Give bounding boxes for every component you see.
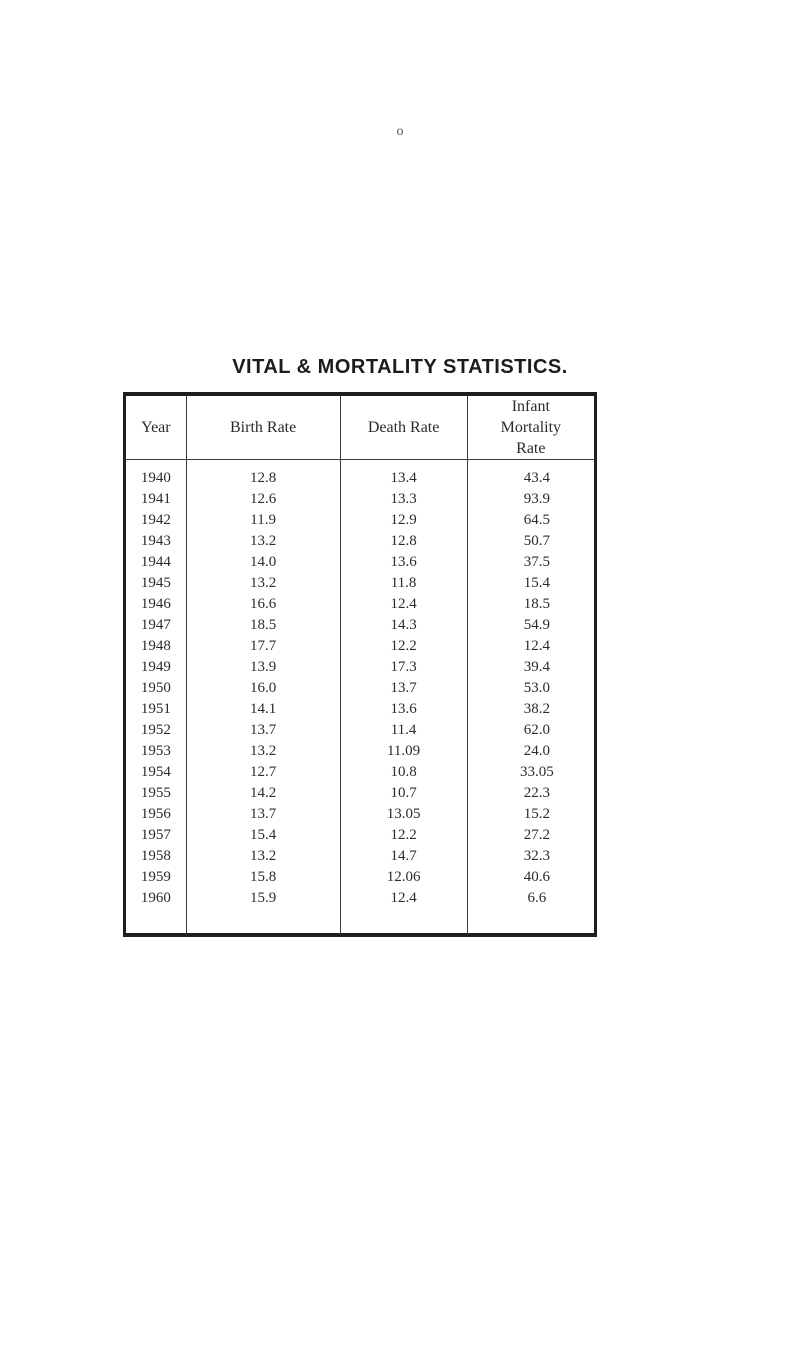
birth-rate-cell: 12.8: [186, 460, 340, 490]
birth-rate-cell: 18.5: [186, 615, 340, 636]
infant-mortality-cell: 27.2: [523, 827, 550, 843]
infant-mortality-cell: 40.6: [523, 869, 550, 885]
death-rate-cell: 11.4: [340, 720, 467, 741]
death-rate-cell: 12.9: [340, 510, 467, 531]
infant-mortality-cell: 22.3: [523, 785, 550, 801]
header-infant-line-2: Mortality: [500, 419, 562, 436]
table-row: [125, 888, 596, 935]
table-row: [125, 762, 596, 783]
death-rate-cell: 12.4: [340, 888, 467, 935]
infant-mortality-cell: 33.05: [519, 764, 554, 780]
table-row: [125, 573, 596, 594]
table-row: [125, 460, 596, 490]
infant-mortality-cell: 93.9: [523, 491, 550, 507]
year-cell: 1958: [125, 846, 187, 867]
birth-rate-cell: 13.7: [186, 720, 340, 741]
birth-rate-cell: 13.9: [186, 657, 340, 678]
death-rate-cell: 12.8: [340, 531, 467, 552]
header-infant-line-1: Infant: [511, 398, 550, 415]
page-mark: o: [396, 124, 404, 138]
birth-rate-cell: 16.0: [186, 678, 340, 699]
table-row: [125, 510, 596, 531]
infant-mortality-cell: 54.9: [523, 617, 550, 633]
death-rate-cell: 12.2: [340, 825, 467, 846]
birth-rate-cell: 11.9: [186, 510, 340, 531]
table-row: [125, 531, 596, 552]
table-row: [125, 636, 596, 657]
table-row: [125, 657, 596, 678]
table-row: [125, 867, 596, 888]
infant-mortality-cell: 64.5: [523, 512, 550, 528]
year-cell: 1959: [125, 867, 187, 888]
table-row: [125, 741, 596, 762]
death-rate-cell: 14.3: [340, 615, 467, 636]
death-rate-cell: 13.6: [340, 699, 467, 720]
death-rate-cell: 12.2: [340, 636, 467, 657]
birth-rate-cell: 12.6: [186, 489, 340, 510]
death-rate-cell: 12.4: [340, 594, 467, 615]
vital-statistics-table: [123, 392, 597, 937]
year-cell: 1947: [125, 615, 187, 636]
table-row: [125, 489, 596, 510]
birth-rate-cell: 13.7: [186, 804, 340, 825]
birth-rate-cell: 15.8: [186, 867, 340, 888]
birth-rate-cell: 13.2: [186, 531, 340, 552]
table-row: [125, 846, 596, 867]
infant-mortality-cell: 6.6: [527, 890, 547, 906]
birth-rate-cell: 16.6: [186, 594, 340, 615]
death-rate-cell: 14.7: [340, 846, 467, 867]
infant-mortality-cell: 15.2: [523, 806, 550, 822]
year-cell: 1957: [125, 825, 187, 846]
infant-mortality-cell: 12.4: [523, 638, 550, 654]
table-row: [125, 552, 596, 573]
infant-mortality-cell: 53.0: [523, 680, 550, 696]
death-rate-cell: 13.7: [340, 678, 467, 699]
year-cell: 1943: [125, 531, 187, 552]
year-cell: 1942: [125, 510, 187, 531]
year-cell: 1954: [125, 762, 187, 783]
year-cell: 1949: [125, 657, 187, 678]
birth-rate-cell: 17.7: [186, 636, 340, 657]
table-body: [125, 460, 596, 936]
table-row: [125, 720, 596, 741]
year-cell: 1955: [125, 783, 187, 804]
table-row: [125, 699, 596, 720]
table-row: [125, 678, 596, 699]
table-row: [125, 804, 596, 825]
year-cell: 1951: [125, 699, 187, 720]
year-cell: 1956: [125, 804, 187, 825]
table-row: [125, 825, 596, 846]
birth-rate-cell: 14.0: [186, 552, 340, 573]
infant-mortality-cell: 39.4: [523, 659, 550, 675]
infant-mortality-cell: 43.4: [523, 470, 550, 486]
birth-rate-cell: 13.2: [186, 573, 340, 594]
birth-rate-cell: 13.2: [186, 846, 340, 867]
header-death-rate: Death Rate: [340, 394, 467, 460]
infant-mortality-cell: 32.3: [523, 848, 550, 864]
death-rate-cell: 10.7: [340, 783, 467, 804]
table-row: [125, 615, 596, 636]
infant-mortality-cell: 37.5: [523, 554, 550, 570]
birth-rate-cell: 14.1: [186, 699, 340, 720]
infant-mortality-cell: 24.0: [523, 743, 550, 759]
table-row: [125, 594, 596, 615]
table-header-row: [125, 394, 596, 460]
header-birth-rate: Birth Rate: [186, 394, 340, 460]
year-cell: 1948: [125, 636, 187, 657]
death-rate-cell: 11.8: [340, 573, 467, 594]
death-rate-cell: 13.3: [340, 489, 467, 510]
birth-rate-cell: 15.9: [186, 888, 340, 935]
death-rate-cell: 11.09: [340, 741, 467, 762]
death-rate-cell: 10.8: [340, 762, 467, 783]
infant-mortality-cell: 15.4: [523, 575, 550, 591]
birth-rate-cell: 13.2: [186, 741, 340, 762]
year-cell: 1941: [125, 489, 187, 510]
page-title: VITAL & MORTALITY STATISTICS.: [232, 356, 568, 378]
death-rate-cell: 13.6: [340, 552, 467, 573]
year-cell: 1950: [125, 678, 187, 699]
year-cell: 1944: [125, 552, 187, 573]
header-infant-line-3: Rate: [516, 440, 546, 457]
death-rate-cell: 13.4: [340, 460, 467, 490]
year-cell: 1940: [125, 460, 187, 490]
birth-rate-cell: 14.2: [186, 783, 340, 804]
year-cell: 1953: [125, 741, 187, 762]
death-rate-cell: 17.3: [340, 657, 467, 678]
year-cell: 1945: [125, 573, 187, 594]
year-cell: 1946: [125, 594, 187, 615]
infant-mortality-cell: 38.2: [523, 701, 550, 717]
header-infant-mortality-rate: [467, 394, 595, 460]
infant-mortality-cell: 62.0: [523, 722, 550, 738]
year-cell: 1952: [125, 720, 187, 741]
birth-rate-cell: 15.4: [186, 825, 340, 846]
infant-mortality-cell: 18.5: [523, 596, 550, 612]
year-cell: 1960: [125, 888, 187, 935]
table-row: [125, 783, 596, 804]
birth-rate-cell: 12.7: [186, 762, 340, 783]
death-rate-cell: 13.05: [340, 804, 467, 825]
death-rate-cell: 12.06: [340, 867, 467, 888]
infant-mortality-cell: 50.7: [523, 533, 550, 549]
header-year: Year: [125, 394, 187, 460]
